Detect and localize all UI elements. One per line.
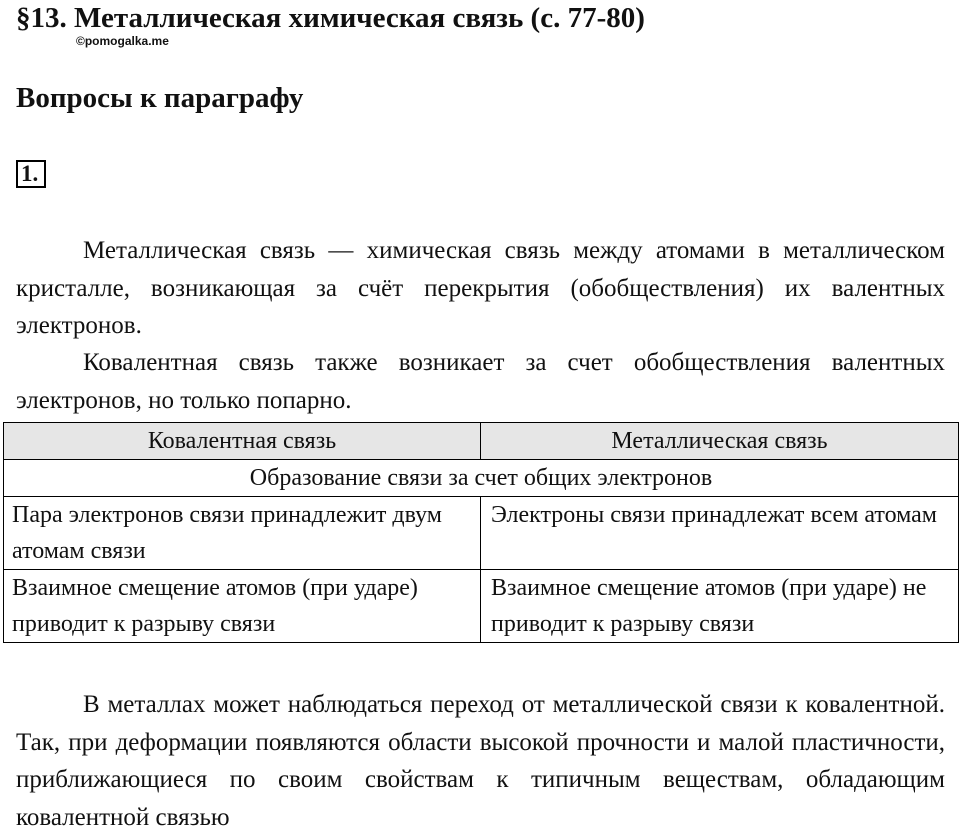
covalent-note-paragraph: Ковалентная связь также возникает за счет обобществления валентных электронов, но только попарно. bbox=[16, 349, 945, 414]
question-number: 1. bbox=[16, 160, 46, 188]
header-covalent: Ковалентная связь bbox=[4, 423, 481, 460]
table-cell: Взаимное смещение атомов (при ударе) приводит к разрыву связи bbox=[4, 570, 481, 643]
comparison-table bbox=[3, 422, 959, 643]
table-cell: Взаимное смещение атомов (при ударе) не приводит к разрыву связи bbox=[481, 570, 959, 643]
table-row bbox=[4, 570, 959, 643]
page-title: §13. Металлическая химическая связь (с. 77-80) bbox=[16, 2, 645, 34]
common-feature-cell: Образование связи за счет общих электронов bbox=[4, 460, 959, 497]
definition-paragraph: Металлическая связь — химическая связь между атомами в металлическом кристалле, возникающая за счёт перекрытия (обобществления) их валентных электронов. bbox=[16, 237, 945, 339]
header-metallic: Металлическая связь bbox=[481, 423, 959, 460]
table-cell: Пара электронов связи принадлежит двум атомам связи bbox=[4, 497, 481, 570]
table-header-row bbox=[4, 423, 959, 460]
table-row bbox=[4, 460, 959, 497]
section-heading: Вопросы к параграфу bbox=[16, 82, 304, 114]
watermark: ©pomogalka.me bbox=[76, 34, 169, 48]
conclusion-paragraph: В металлах может наблюдаться переход от металлической связи к ковалентной. Так, при деформации появляются области высокой прочности и малой пластичности, приближающиеся по своим свойствам к типичным веществам, обладающим ковалентной связью bbox=[16, 691, 945, 831]
table-row bbox=[4, 497, 959, 570]
table-cell: Электроны связи принадлежат всем атомам bbox=[481, 497, 959, 570]
